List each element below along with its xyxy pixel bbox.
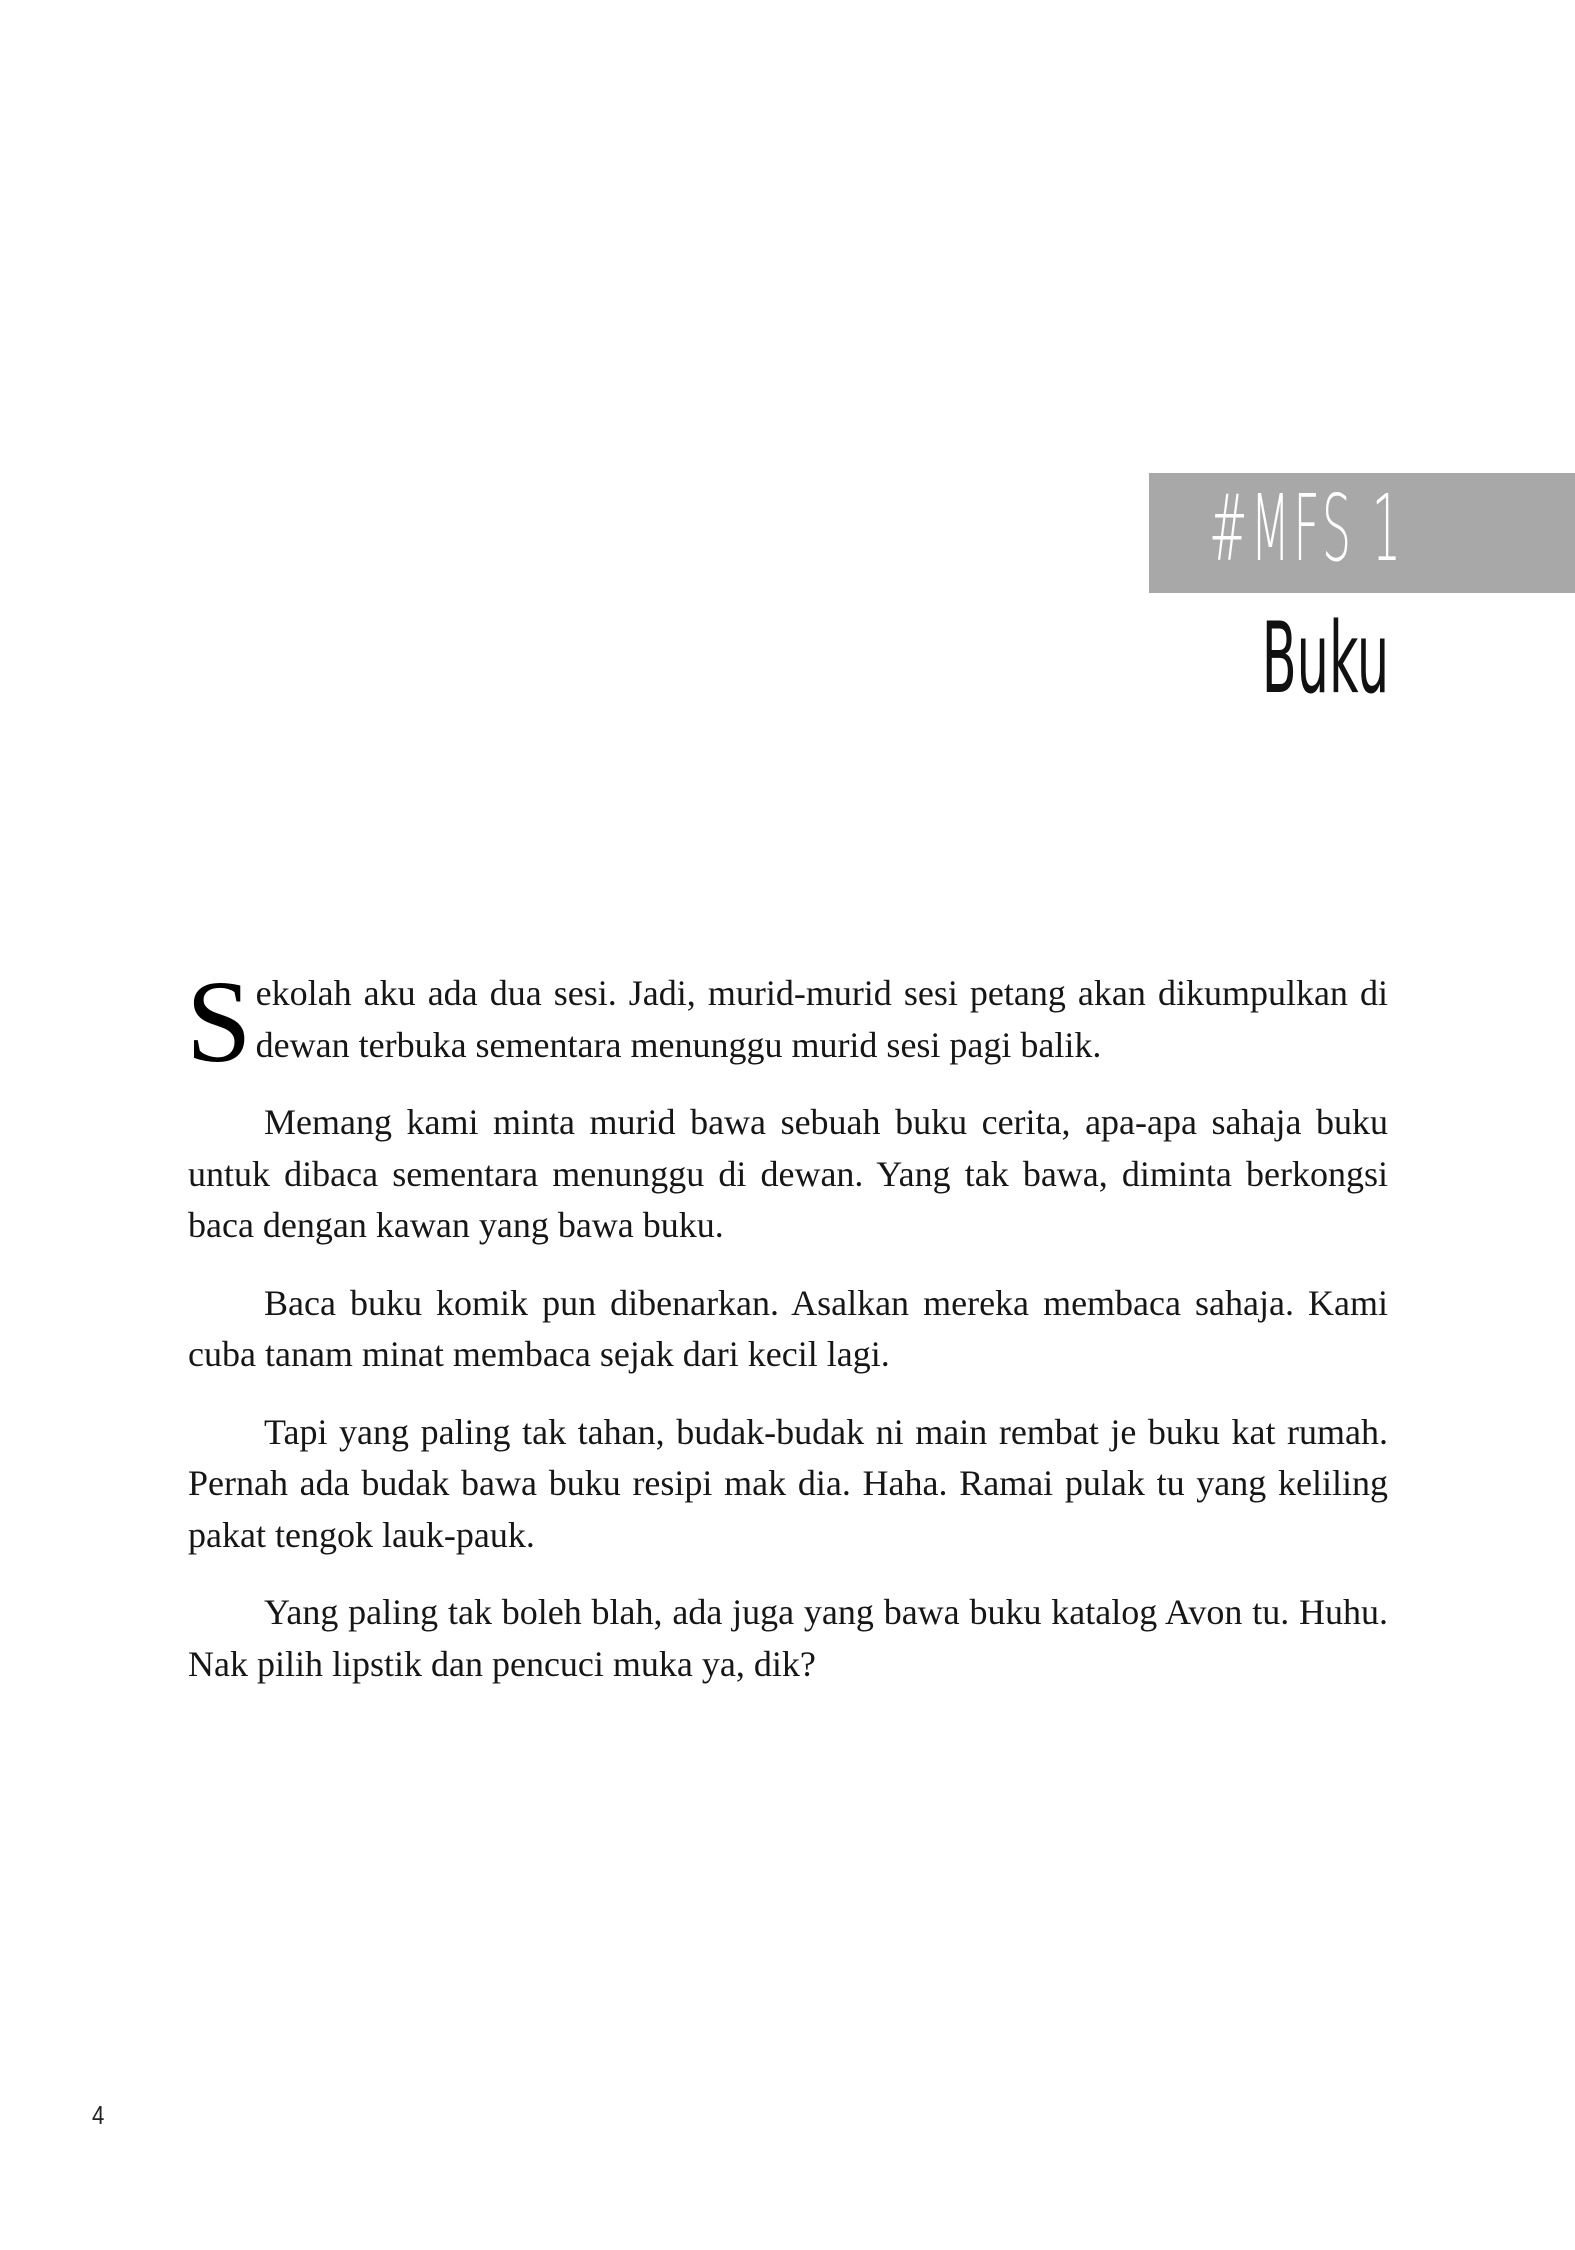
page-number: 4: [92, 2100, 105, 2130]
paragraph-1-text: ekolah aku ada dua sesi. Jadi, murid-murid sesi petang akan dikumpulkan di dewan terbuka sementara menunggu murid sesi pagi balik.: [255, 973, 1388, 1065]
chapter-tag-box: [1149, 473, 1575, 593]
chapter-body: [186, 956, 1388, 1716]
drop-cap: S: [186, 956, 252, 1087]
paragraph-5: Yang paling tak boleh blah, ada juga yang bawa buku katalog Avon tu. Huhu. Nak pilih lipstik dan pencuci muka ya, dik?: [188, 1592, 1388, 1684]
paragraph-1: [186, 956, 1388, 1087]
chapter-tag-label: #MFS 1: [1209, 475, 1404, 582]
paragraph-3: Baca buku komik pun dibenarkan. Asalkan mereka membaca sahaja. Kami cuba tanam minat membaca sejak dari kecil lagi.: [188, 1282, 1388, 1374]
chapter-title: Buku: [1261, 602, 1389, 716]
paragraph-4: Tapi yang paling tak tahan, budak-budak ni main rembat je buku kat rumah. Pernah ada budak bawa buku resipi mak dia. Haha. Ramai pulak tu yang keliling pakat tengok lauk-pauk.: [188, 1411, 1388, 1555]
paragraph-2: Memang kami minta murid bawa sebuah buku cerita, apa-apa sahaja buku untuk dibaca sementara menunggu di dewan. Yang tak bawa, diminta berkongsi baca dengan kawan yang bawa buku.: [188, 1102, 1388, 1245]
